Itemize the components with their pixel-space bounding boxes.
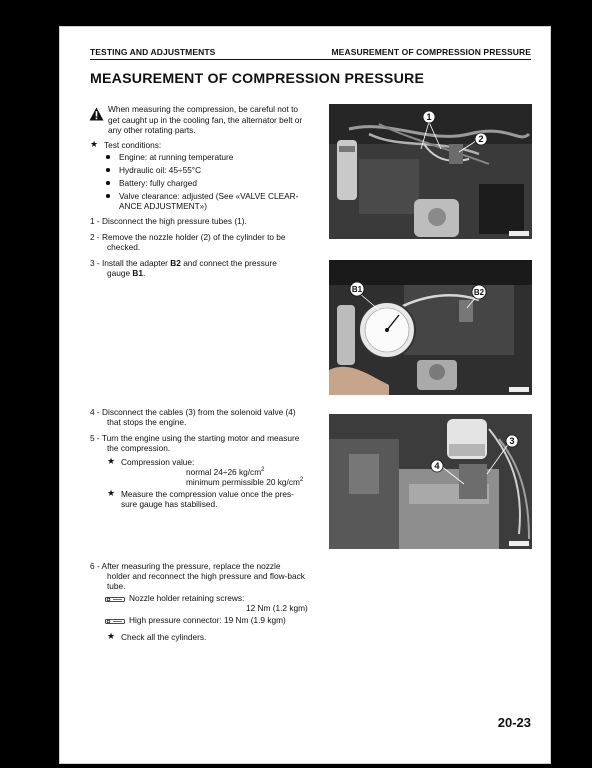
- compression-normal: normal 24÷26 $kg/cm^2$: [186, 467, 265, 477]
- torque-nozzle-label: Nozzle holder retaining screws:: [129, 593, 245, 603]
- test-conditions-heading: Test conditions:: [104, 140, 162, 150]
- step-4: 4 - Disconnect the cables (3) from the solenoid valve (4): [90, 407, 296, 417]
- step-3-continued: gauge B1.: [107, 268, 146, 278]
- step-4-continued: that stops the engine.: [107, 417, 187, 427]
- bullet-icon: [106, 168, 110, 172]
- page-title: MEASUREMENT OF COMPRESSION PRESSURE: [90, 71, 425, 87]
- engine-photo-gauge: [329, 260, 532, 395]
- torque-nozzle-value: 12 Nm (1.2 kgm): [246, 603, 308, 613]
- torque-connector: High pressure connector: 19 Nm (1.9 kgm): [129, 615, 286, 625]
- step-6-continued: holder and reconnect the high pressure and flow-back: [107, 571, 305, 581]
- callout-3: 3: [509, 436, 515, 446]
- condition-item: Valve clearance: adjusted (See «VALVE CLEAR-: [119, 191, 299, 201]
- callout-b2: B2: [473, 288, 485, 297]
- compression-value-label: Compression value:: [121, 457, 195, 467]
- step-5: 5 - Turn the engine using the starting motor and measure: [90, 433, 300, 443]
- condition-item: Hydraulic oil: 45÷55°C: [119, 165, 202, 175]
- step-1: 1 - Disconnect the high pressure tubes (1).: [90, 216, 247, 226]
- torque-wrench-icon: [105, 596, 125, 603]
- bullet-icon: [106, 155, 110, 159]
- check-cylinders-note: Check all the cylinders.: [121, 632, 207, 642]
- engine-photo-solenoid: [329, 414, 532, 549]
- condition-item: Battery: fully charged: [119, 178, 197, 188]
- stabilise-note-continued: sure gauge has stabilised.: [121, 499, 218, 509]
- page-number: 20-23: [497, 715, 531, 730]
- star-icon: ★: [107, 456, 116, 466]
- stabilise-note: Measure the compression value once the pres-: [121, 489, 294, 499]
- step-6-continued: tube.: [107, 581, 126, 591]
- star-icon: ★: [107, 631, 116, 641]
- step-2: 2 - Remove the nozzle holder (2) of the cylinder to be: [90, 232, 286, 242]
- callout-1: 1: [426, 112, 432, 122]
- callout-2: 2: [478, 134, 484, 144]
- torque-wrench-icon: [105, 618, 125, 625]
- subsection-header: MEASUREMENT OF COMPRESSION PRESSURE: [331, 47, 531, 57]
- bullet-icon: [106, 194, 110, 198]
- step-6: 6 - After measuring the pressure, replace the nozzle: [90, 561, 281, 571]
- star-icon: ★: [90, 139, 99, 149]
- section-header: TESTING AND ADJUSTMENTS: [90, 47, 216, 57]
- condition-item-continued: ANCE ADJUSTMENT»): [119, 201, 208, 211]
- step-5-continued: the compression.: [107, 443, 171, 453]
- step-2-continued: checked.: [107, 242, 141, 252]
- compression-minimum: minimum permissible 20 $kg/cm^2$: [186, 477, 304, 487]
- callout-b1: B1: [351, 285, 363, 294]
- step-3: 3 - Install the adapter B2 and connect the pressure: [90, 258, 277, 268]
- callout-4: 4: [434, 461, 440, 471]
- manual-page: [59, 26, 551, 764]
- bullet-icon: [106, 181, 110, 185]
- condition-item: Engine: at running temperature: [119, 152, 234, 162]
- header-rule: [90, 59, 531, 60]
- engine-photo-tubes: [329, 104, 532, 239]
- star-icon: ★: [107, 488, 116, 498]
- warning-triangle-icon: [89, 107, 104, 121]
- warning-text: When measuring the compression, be careful not to get caught up in the cooling fan, the alternator belt or any other rotating parts.: [108, 104, 303, 136]
